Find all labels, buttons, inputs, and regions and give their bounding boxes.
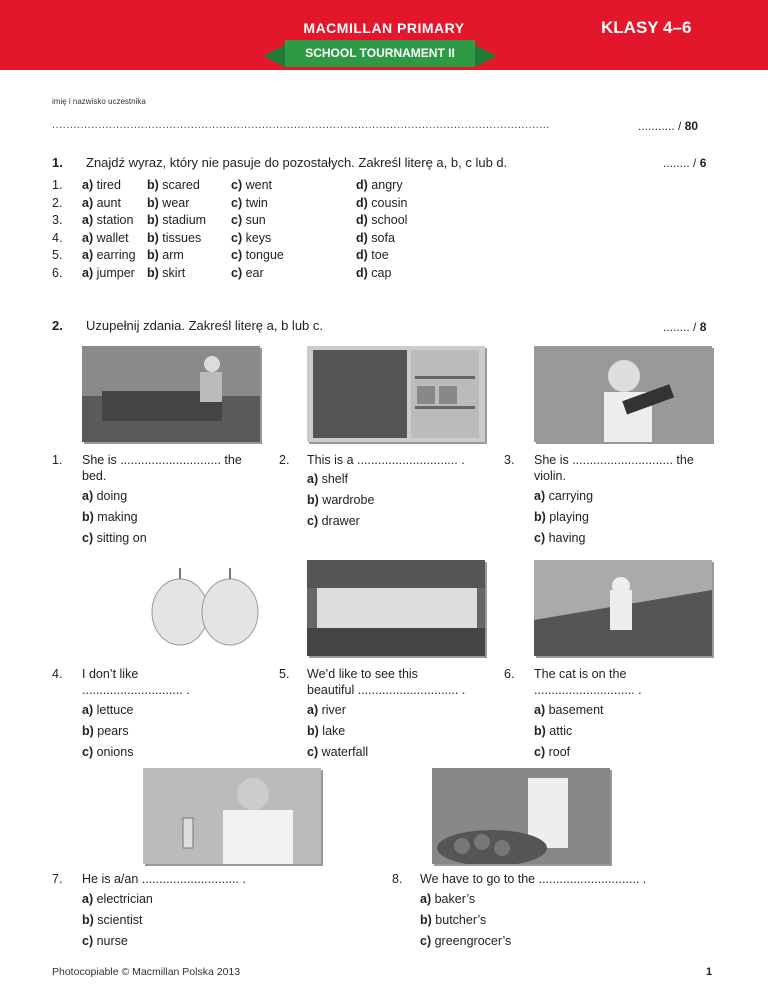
option-letter: c) (231, 266, 243, 280)
option-letter: b) (420, 913, 432, 927)
option-letter: a) (82, 892, 94, 906)
option-word: pears (97, 724, 129, 738)
option-letter: c) (231, 178, 243, 192)
task2-item-sentence (307, 452, 465, 468)
sentence-line: We’d like to see this (307, 667, 418, 681)
option-letter: a) (82, 703, 94, 717)
option-word: nurse (96, 934, 128, 948)
sentence-line: ............................. . (534, 683, 642, 697)
option-letter: b) (147, 213, 159, 228)
option-word: tired (96, 178, 121, 192)
task1-option-a[interactable] (82, 230, 129, 248)
task2-option-b[interactable] (534, 510, 589, 524)
option-letter: b) (82, 724, 94, 738)
task1-option-d[interactable] (356, 195, 407, 213)
task1-option-b[interactable] (147, 212, 206, 230)
task1-option-c[interactable] (231, 265, 264, 283)
task1-option-a[interactable] (82, 212, 133, 230)
task2-instruction: Uzupełnij zdania. Zakreśl literę a, b lub c. (86, 318, 324, 333)
sentence-line: This is a ............................. . (307, 453, 465, 467)
sentence-line: ............................. . (82, 683, 190, 697)
task2-option-a[interactable] (307, 472, 348, 486)
option-letter: b) (534, 510, 546, 524)
task1-option-a[interactable] (82, 265, 135, 283)
option-word: making (97, 510, 138, 524)
task2-option-a[interactable] (534, 489, 593, 503)
task1-option-d[interactable] (356, 177, 403, 195)
sentence-line: She is ............................. the (534, 453, 694, 467)
task1-option-a[interactable] (82, 247, 136, 265)
option-word: lake (322, 724, 346, 738)
option-word: cap (371, 266, 392, 280)
task1-row-number: 3. (52, 213, 63, 228)
task1-row-number: 5. (52, 248, 63, 263)
option-letter: d) (356, 213, 368, 228)
option-word: basement (548, 703, 604, 717)
task2-item-sentence (534, 452, 694, 484)
option-letter: a) (534, 489, 546, 503)
option-word: wallet (96, 230, 129, 245)
name-label: imię i nazwisko uczestnika (52, 97, 146, 106)
sentence-line: The cat is on the (534, 667, 627, 681)
task1-option-d[interactable] (356, 265, 391, 283)
option-letter: c) (534, 745, 546, 759)
option-word: river (321, 703, 346, 717)
task1-option-b[interactable] (147, 247, 184, 265)
task1-row-number: 4. (52, 230, 63, 245)
option-letter: d) (356, 178, 368, 192)
option-letter: c) (231, 195, 243, 210)
option-word: keys (245, 230, 272, 245)
task1-row-number: 1. (52, 178, 63, 192)
option-letter: a) (307, 703, 319, 717)
option-word: electrician (96, 892, 153, 906)
option-word: carrying (548, 489, 594, 503)
option-letter: c) (231, 213, 243, 228)
task2-item-number: 1. (52, 453, 63, 467)
option-letter: c) (307, 514, 319, 528)
task1-option-c[interactable] (231, 247, 284, 265)
option-word: jumper (96, 266, 135, 280)
task1-number: 1. (52, 155, 63, 170)
option-letter: a) (82, 213, 94, 228)
task1-option-a[interactable] (82, 195, 121, 213)
option-word: wear (162, 195, 190, 210)
option-word: toe (371, 248, 389, 263)
task2-option-c[interactable] (534, 531, 585, 545)
option-letter: c) (307, 745, 319, 759)
option-word: angry (371, 178, 403, 192)
option-letter: b) (147, 248, 159, 263)
photo-wardrobe (307, 346, 485, 442)
option-letter: d) (356, 195, 368, 210)
option-word: sitting on (96, 531, 147, 545)
name-field[interactable]: ............................................................................................................................................ (52, 119, 550, 131)
option-letter: a) (82, 248, 94, 263)
option-letter: a) (82, 195, 94, 210)
option-letter: a) (82, 178, 94, 192)
task2-option-c[interactable] (307, 745, 368, 759)
task1-score: ........ / 6 (663, 156, 707, 170)
task2-item-number: 7. (52, 872, 63, 886)
task2-item-sentence (534, 666, 642, 698)
task1-option-c[interactable] (231, 195, 268, 213)
option-word: doing (96, 489, 128, 503)
task2-option-b[interactable] (534, 724, 572, 738)
option-letter: d) (356, 248, 368, 263)
task2-item-sentence (82, 666, 190, 698)
task1-option-c[interactable] (231, 212, 266, 230)
task2-option-c[interactable] (420, 934, 511, 948)
task2-option-a[interactable] (420, 892, 475, 906)
task2-option-c[interactable] (307, 514, 360, 528)
option-word: school (371, 213, 408, 228)
task2-number: 2. (52, 318, 63, 333)
task2-item-sentence (82, 871, 246, 887)
option-letter: c) (82, 745, 94, 759)
option-letter: b) (534, 724, 546, 738)
option-word: earring (96, 248, 136, 263)
option-letter: d) (356, 266, 368, 280)
task2-item-sentence (307, 666, 465, 698)
option-letter: c) (231, 230, 243, 245)
task2-option-c[interactable] (82, 934, 128, 948)
task1-option-d[interactable] (356, 247, 389, 265)
task1-instruction: Znajdź wyraz, który nie pasuje do pozostałych. Zakreśl literę a, b, c lub d. (86, 155, 508, 170)
option-word: tissues (162, 230, 202, 245)
task2-option-b[interactable] (420, 913, 486, 927)
photo-bed (82, 346, 260, 442)
option-word: roof (548, 745, 571, 759)
option-letter: c) (231, 248, 243, 263)
task2-item-number: 3. (504, 453, 515, 467)
task2-option-a[interactable] (307, 703, 346, 717)
option-letter: c) (534, 531, 546, 545)
option-letter: a) (534, 703, 546, 717)
option-letter: c) (420, 934, 432, 948)
task1-option-b[interactable] (147, 230, 201, 248)
sentence-line: I don’t like (82, 667, 139, 681)
task2-item-sentence (82, 452, 242, 484)
task1-option-b[interactable] (147, 177, 200, 195)
option-letter: d) (356, 230, 368, 245)
option-letter: a) (420, 892, 432, 906)
task2-item-number: 5. (279, 667, 290, 681)
option-letter: b) (147, 230, 159, 245)
option-word: skirt (162, 266, 186, 280)
photo-onions (150, 560, 260, 650)
task1-option-a[interactable] (82, 177, 121, 195)
option-word: playing (549, 510, 589, 524)
task2-option-c[interactable] (82, 745, 133, 759)
sentence-line: violin. (534, 469, 566, 483)
option-word: scared (162, 178, 200, 192)
task2-item-number: 6. (504, 667, 515, 681)
option-word: tongue (245, 248, 284, 263)
option-word: butcher’s (435, 913, 487, 927)
option-letter: b) (307, 724, 319, 738)
option-word: sofa (371, 230, 395, 245)
footer-copyright: Photocopiable © Macmillan Polska 2013 (52, 966, 241, 978)
tournament-ribbon: SCHOOL TOURNAMENT II (285, 40, 475, 67)
option-word: went (245, 178, 273, 192)
task2-option-a[interactable] (82, 703, 133, 717)
task2-score: ........ / 8 (663, 320, 707, 334)
option-word: wardrobe (322, 493, 375, 507)
option-word: lettuce (96, 703, 134, 717)
photo-greengrocer (432, 768, 610, 864)
option-letter: a) (82, 266, 94, 280)
option-word: drawer (321, 514, 360, 528)
task1-row-number: 2. (52, 195, 63, 210)
task1-option-d[interactable] (356, 212, 407, 230)
task2-option-b[interactable] (307, 724, 345, 738)
option-word: baker’s (434, 892, 476, 906)
option-letter: a) (82, 230, 94, 245)
option-word: aunt (96, 195, 121, 210)
photo-waterfall (307, 560, 485, 656)
photo-violin (534, 346, 712, 442)
page-number: 1 (706, 966, 713, 978)
task2-item-number: 4. (52, 667, 63, 681)
option-word: attic (549, 724, 573, 738)
option-word: sun (245, 213, 266, 228)
task1-option-b[interactable] (147, 195, 189, 213)
option-word: ear (245, 266, 264, 280)
task2-option-a[interactable] (534, 703, 604, 717)
option-word: arm (162, 248, 184, 263)
task2-option-a[interactable] (82, 892, 153, 906)
task1-option-c[interactable] (231, 230, 271, 248)
task1-row-number: 6. (52, 266, 63, 280)
option-word: stadium (162, 213, 207, 228)
option-letter: b) (147, 195, 159, 210)
option-word: having (548, 531, 586, 545)
task2-item-number: 2. (279, 453, 290, 467)
option-word: waterfall (321, 745, 369, 759)
option-letter: a) (82, 489, 94, 503)
option-letter: b) (82, 510, 94, 524)
task2-option-a[interactable] (82, 489, 127, 503)
sentence-line: He is a/an ............................ . (82, 872, 246, 886)
brand-title: MACMILLAN PRIMARY (303, 20, 465, 36)
sentence-line: bed. (82, 469, 107, 483)
photo-scientist (143, 768, 321, 864)
option-letter: b) (82, 913, 94, 927)
total-score: ........... / 80 (638, 119, 699, 133)
option-letter: b) (147, 178, 159, 192)
task2-item-number: 8. (392, 872, 403, 886)
task2-option-c[interactable] (534, 745, 570, 759)
sentence-line: We have to go to the ............................. . (420, 872, 647, 886)
option-letter: c) (82, 531, 94, 545)
option-word: greengrocer’s (434, 934, 512, 948)
photo-roof-cat (534, 560, 712, 656)
option-letter: a) (307, 472, 319, 486)
task1-option-c[interactable] (231, 177, 272, 195)
task2-item-sentence (420, 871, 646, 887)
option-word: cousin (371, 195, 408, 210)
sentence-line: beautiful ............................. . (307, 683, 466, 697)
option-letter: c) (82, 934, 94, 948)
option-word: shelf (321, 472, 349, 486)
grade-label: KLASY 4–6 (601, 18, 692, 37)
task2-option-b[interactable] (82, 913, 142, 927)
task2-option-b[interactable] (82, 724, 129, 738)
sentence-line: She is ............................. the (82, 453, 242, 467)
option-word: station (96, 213, 134, 228)
option-letter: b) (307, 493, 319, 507)
task2-option-b[interactable] (82, 510, 138, 524)
option-word: scientist (97, 913, 143, 927)
option-word: twin (245, 195, 268, 210)
task2-option-c[interactable] (82, 531, 147, 545)
task1-option-d[interactable] (356, 230, 395, 248)
task2-option-b[interactable] (307, 493, 374, 507)
option-letter: b) (147, 266, 159, 280)
option-word: onions (96, 745, 134, 759)
task1-option-b[interactable] (147, 265, 185, 283)
